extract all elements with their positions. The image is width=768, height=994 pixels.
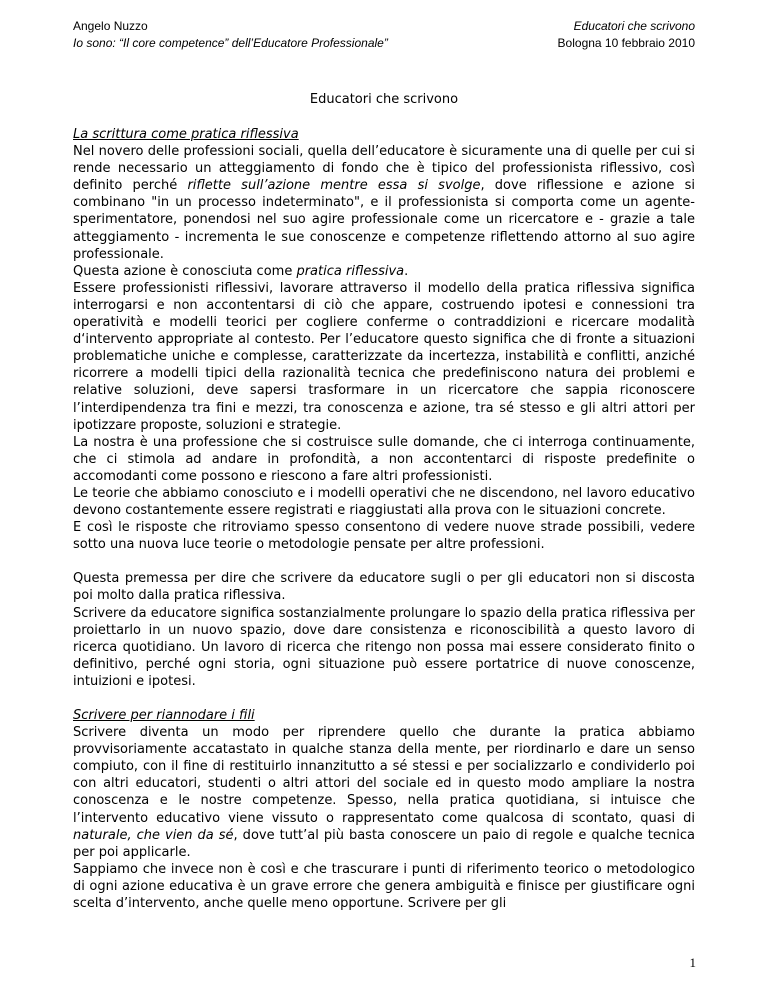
text-run: , dove riflessione e azione si combinano "in un processo indeterminato", e il professionista si comporta come un agente-sperimentatore, ponendosi nel suo agire professionale come un ricercatore e - grazie a tale atteggiamento - incrementa le sue conoscenze e competenze riflettendo attorno al suo agire professionale.	[73, 178, 695, 262]
paragraph: Sappiamo che invece non è così e che trascurare i punti di riferimento teorico o metodologico di ogni azione educativa è un grave errore che genera ambiguità e finisce per giustificare ogni scelta d’intervento, anche quelle meno opportune. Scrivere per gli	[73, 861, 695, 912]
header-right	[558, 18, 695, 52]
paragraph: Scrivere da educatore significa sostanzialmente prolungare lo spazio della pratica riflessiva per proiettarlo in un nuovo spazio, dove dare consistenza e riconoscibilità a questo lavoro di ricerca quotidiano. Un lavoro di ricerca che ritengo non possa mai essere considerato finito o definitivo, perché ogni storia, ogni situazione può essere portatrice di nuove conoscenze, intuizioni e ipotesi.	[73, 605, 695, 689]
paragraph-gap	[73, 690, 695, 707]
text-run: Scrivere diventa un modo per riprendere quello che durante la pratica abbiamo provvisoriamente accatastato in qualche stanza della mente, per riordinarlo e dare un senso compiuto, con il fine di restituirlo innanzitutto a sé stessi e per socializzarlo e condividerlo poi con altri educatori, studenti o altri attori del sociale ed in questo modo ampliare la nostra conoscenza e le nostre competenze. Spesso, nella pratica quotidiana, si intuisce che l’intervento educativo viene vissuto o rappresentato come qualcosa di scontato, quasi di	[73, 725, 695, 826]
paragraph: E così le risposte che ritroviamo spesso consentono di vedere nuove strade possibili, vedere sotto una nuova luce teorie o metodologie pensate per altre professioni.	[73, 520, 695, 553]
header-author: Angelo Nuzzo	[73, 19, 148, 33]
emphasis: riflette sull’azione mentre essa si svolge	[187, 178, 481, 194]
text-run: Nel novero delle professioni sociali, quella dell’educatore è sicuramente una di quelle per cui si rende necessario un atteggiamento di fondo che è tipico del professionista riflessivo, così definito perché	[73, 144, 695, 194]
paragraph	[73, 724, 695, 861]
document-body	[73, 126, 695, 912]
paragraph: Questa premessa per dire che scrivere da educatore sugli o per gli educatori non si discosta poi molto dalla pratica riflessiva.	[73, 571, 695, 604]
text-run: , dove tutt’al più basta conoscere un paio di regole e qualche tecnica per poi applicarle.	[73, 827, 695, 860]
page-title: Educatori che scrivono	[309, 92, 459, 107]
emphasis: naturale, che vien da sé	[73, 827, 234, 843]
paragraph: Le teorie che abbiamo conosciuto e i modelli operativi che ne discendono, nel lavoro educativo devono costantemente essere registrati e riaggiustati alla prova con le situazioni concrete.	[73, 485, 695, 519]
paragraph	[73, 263, 695, 280]
text-run: .	[404, 263, 409, 279]
paragraph	[73, 143, 695, 263]
section-heading-reflective-practice: La scrittura come pratica riflessiva	[73, 127, 299, 142]
header-subtitle: Io sono: “Il core competence” dell’Educatore Professionale”	[73, 36, 388, 50]
header-left	[73, 18, 388, 52]
paragraph: Essere professionisti riflessivi, lavorare attraverso il modello della pratica riflessiva significa interrogarsi e non accontentarsi di ciò che appare, costruendo ipotesi e connessioni tra operatività e modelli teorici per cogliere conferme o contraddizioni e ricercare modalità d‘intervento appropriate al contesto. Per l’educatore questo significa che di fronte a situazioni problematiche uniche e complesse, caratterizzate da incertezza, instabilità e conflitti, anziché ricorrere a modelli tipici della razionalità tecnica che predefiniscono natura dei problemi e relative soluzioni, deve sapersi trasformare in un ricercatore che sappia riconoscere l’interdipendenza tra fini e mezzi, tra conoscenza e azione, tra sé stesso e gli altri attori per ipotizzare proposte, soluzioni e strategie.	[73, 280, 695, 433]
paragraph-gap	[73, 553, 695, 570]
emphasis: pratica riflessiva	[296, 263, 405, 279]
section-heading-reknot-threads: Scrivere per riannodare i fili	[73, 708, 255, 723]
paragraph: La nostra è una professione che si costruisce sulle domande, che ci interroga continuamente, che ci stimola ad andare in profondità, a non accontentarci di risposte predefinite o accomodanti come possono e riescono a fare altri professionisti.	[73, 434, 695, 484]
text-run: Questa azione è conosciuta come	[73, 263, 297, 279]
header-place-date: Bologna 10 febbraio 2010	[557, 36, 695, 50]
page-header	[73, 18, 695, 58]
page-number: 1	[689, 955, 696, 970]
header-doc-title: Educatori che scrivono	[573, 19, 695, 33]
